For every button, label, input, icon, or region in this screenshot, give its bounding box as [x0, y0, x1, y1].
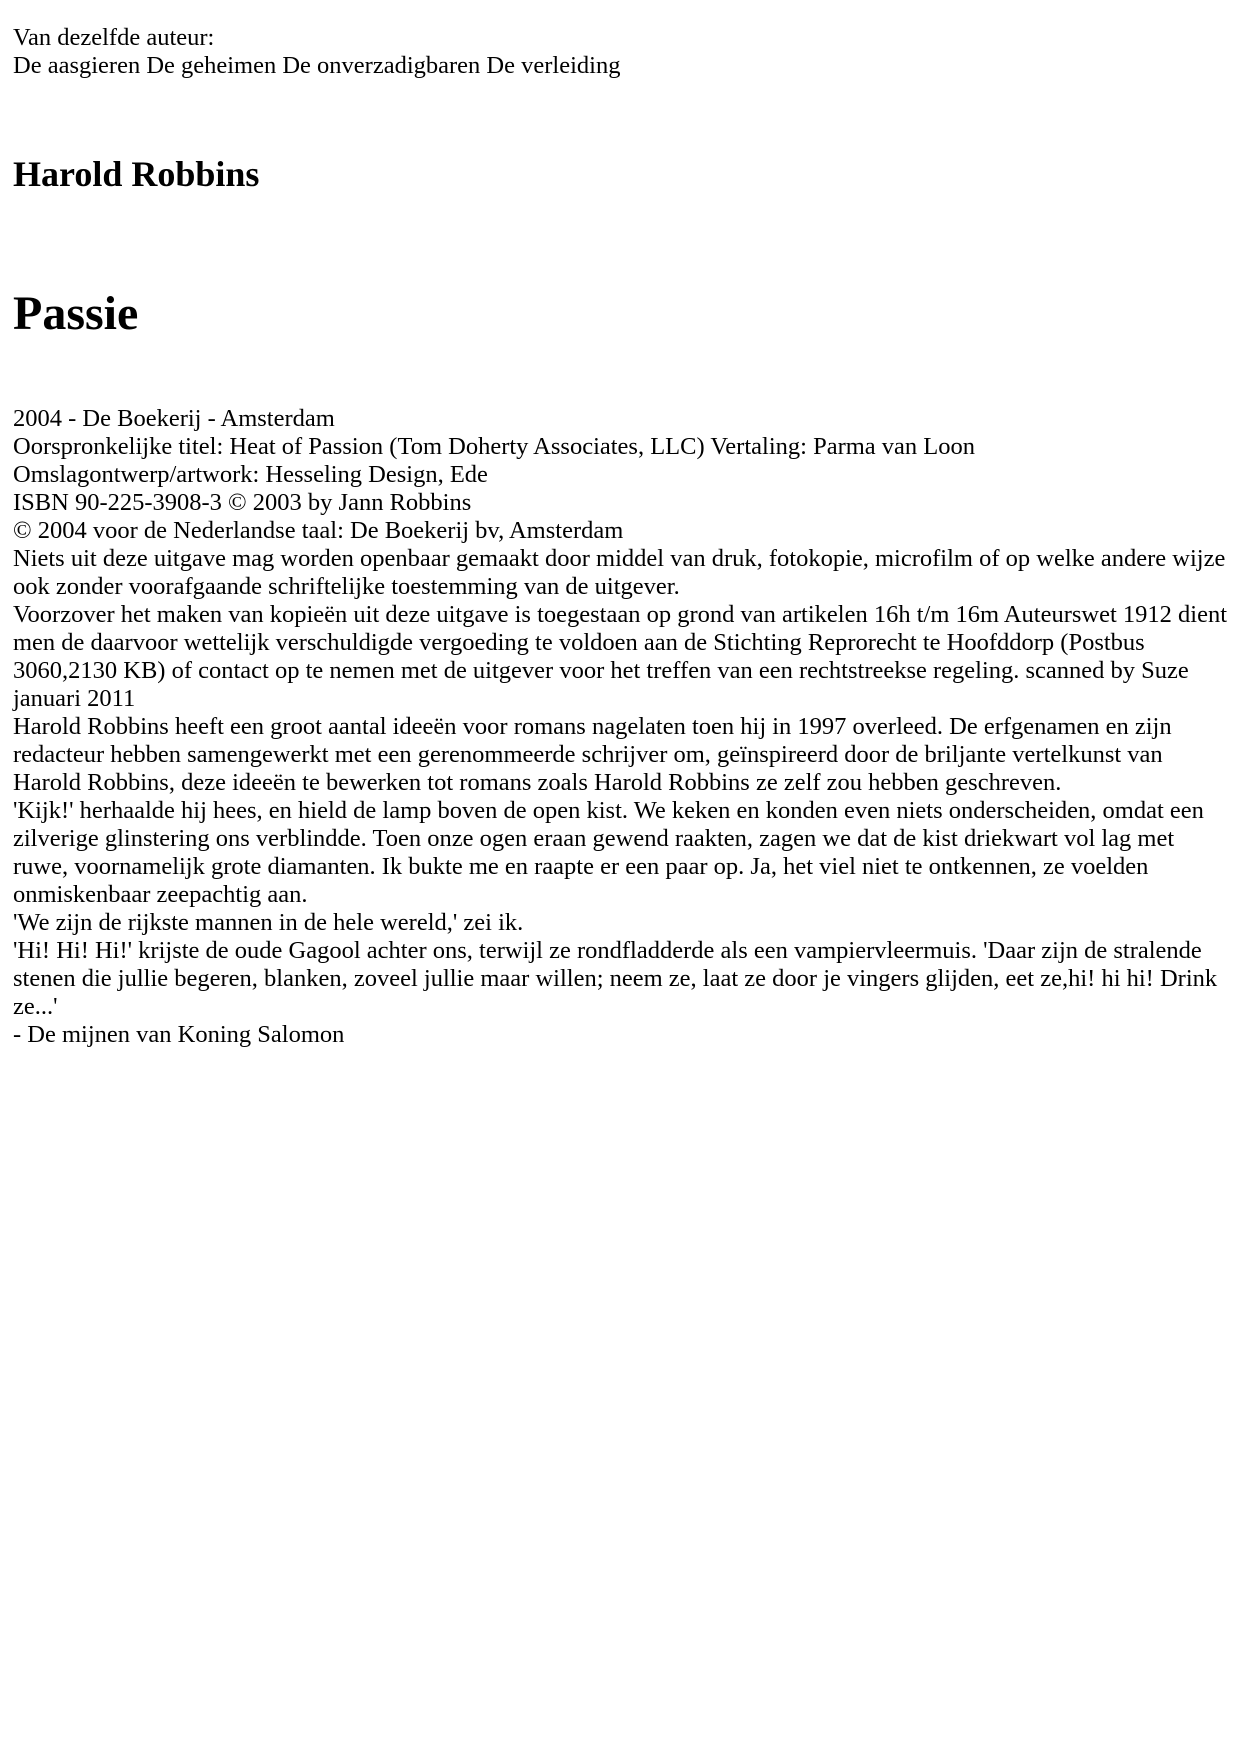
colophon-and-epigraph [13, 405, 1228, 1049]
about-paragraph: Harold Robbins heeft een groot aantal ideeën voor romans nagelaten toen hij in 1997 overleed. De erfgenamen en zijn redacteur hebben samengewerkt met een gerenommeerde schrijver om, geïnspireerd door de briljante vertelkunst van Harold Robbins, deze ideeën te bewerken tot romans zoals Harold Robbins ze zelf zou hebben geschreven. [13, 713, 1172, 796]
epigraph-paragraph: 'Hi! Hi! Hi!' krijste de oude Gagool achter ons, terwijl ze rondfladderde als een vampiervleermuis. 'Daar zijn de stralende stenen die jullie begeren, blanken, zoveel jullie maar willen; neem ze, laat ze door je vingers glijden, eet ze,hi! hi hi! Drink ze...' [13, 937, 1218, 1020]
cover-design-line: Omslagontwerp/artwork: Hesseling Design, Ede [13, 461, 488, 488]
epigraph-source: - De mijnen van Koning Salomon [13, 1021, 345, 1048]
dutch-copyright-line: © 2004 voor de Nederlandse taal: De Boekerij bv, Amsterdam [13, 517, 624, 544]
other-works-section [13, 24, 1228, 80]
isbn-line: ISBN 90-225-3908-3 © 2003 by Jann Robbins [13, 489, 472, 516]
book-title: Passie [13, 287, 139, 340]
epigraph-paragraph: 'Kijk!' herhaalde hij hees, en hield de lamp boven de open kist. We keken en konden even niets onderscheiden, omdat een zilverige glinstering ons verblindde. Toen onze ogen eraan gewend raakten, zagen we dat de kist driekwart vol lag met ruwe, voornamelijk grote diamanten. Ik bukte me en raapte er een paar op. Ja, het viel niet te ontkennen, ze voelden onmiskenbaar zeepachtig aan. [13, 797, 1204, 908]
publisher-line: 2004 - De Boekerij - Amsterdam [13, 405, 335, 432]
other-works-list: De aasgieren De geheimen De onverzadigbaren De verleiding [13, 52, 621, 79]
other-works-label: Van dezelfde auteur: [13, 24, 215, 51]
rights-notice: Niets uit deze uitgave mag worden openbaar gemaakt door middel van druk, fotokopie, microfilm of op welke andere wijze ook zonder voorafgaande schriftelijke toestemming van de uitgever. [13, 545, 1226, 600]
epigraph-paragraph: 'We zijn de rijkste mannen in de hele wereld,' zei ik. [13, 909, 524, 936]
reprorecht-notice: Voorzover het maken van kopieën uit deze uitgave is toegestaan op grond van artikelen 16h t/m 16m Auteurswet 1912 dient men de daarvoor wettelijk verschuldigde vergoeding te voldoen aan de Stichting Reprorecht te Hoofddorp (Postbus 3060,2130 KB) of contact op te nemen met de uitgever voor het treffen van een rechtstreekse regeling. scanned by Suze januari 2011 [13, 601, 1228, 712]
original-title-line: Oorspronkelijke titel: Heat of Passion (Tom Doherty Associates, LLC) Vertaling: Parma van Loon [13, 433, 975, 460]
author-name: Harold Robbins [13, 154, 260, 194]
